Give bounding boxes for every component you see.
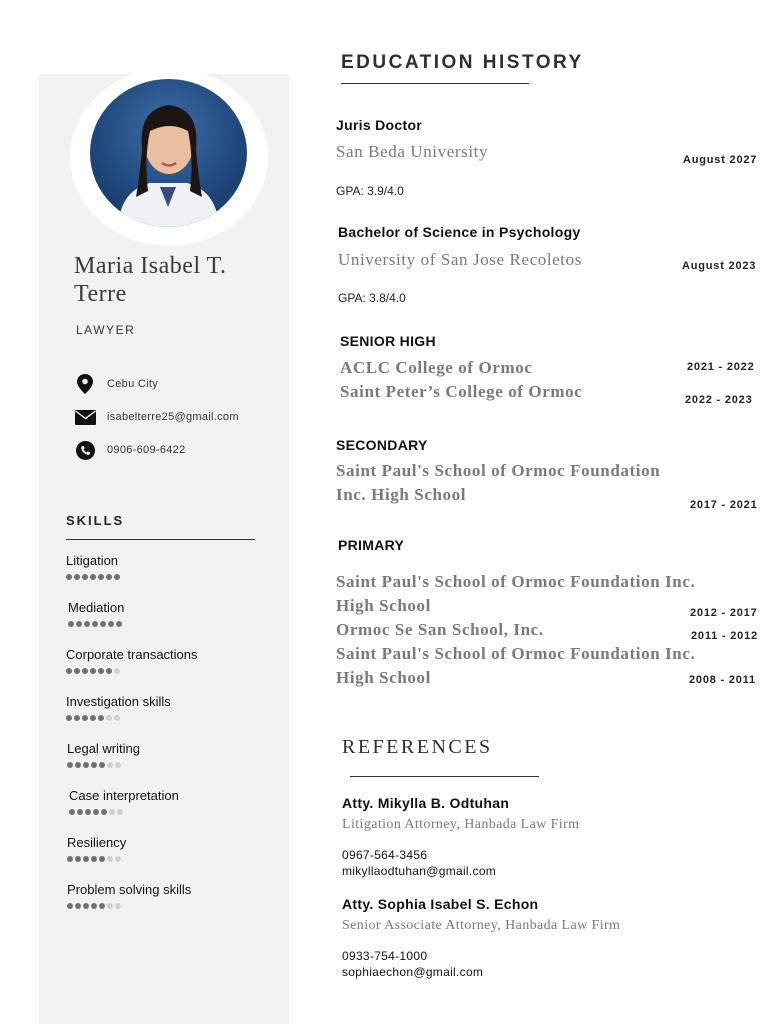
phone-text[interactable]: 0906-609-6422 — [107, 444, 186, 456]
rating-dot-filled — [91, 903, 97, 909]
email-text[interactable]: isabelterre25@gmail.com — [107, 411, 239, 423]
senior-high-date-2: 2022 - 2023 — [685, 394, 753, 406]
rating-dot-filled — [74, 574, 80, 580]
skill-label: Litigation — [66, 553, 119, 568]
rating-dot-filled — [82, 715, 88, 721]
skill-label: Resiliency — [67, 835, 127, 850]
skill-item — [67, 741, 140, 768]
reference-2-name: Atty. Sophia Isabel S. Echon — [342, 896, 539, 912]
senior-high-school-2: Saint Peter’s College of Ormoc — [340, 382, 583, 401]
profile-role: LAWYER — [76, 323, 136, 337]
rating-dot-empty — [107, 856, 113, 862]
secondary-school-line-2: Inc. High School — [336, 485, 467, 504]
bachelor-school: University of San Jose Recoletos — [338, 250, 582, 269]
references-divider — [350, 776, 539, 777]
rating-dot-empty — [106, 715, 112, 721]
skill-rating — [66, 715, 171, 721]
primary-date-2: 2011 - 2012 — [691, 630, 758, 642]
rating-dot-filled — [82, 668, 88, 674]
rating-dot-filled — [75, 762, 81, 768]
primary-school-line-5: High School — [336, 668, 431, 687]
secondary-school-line-1: Saint Paul's School of Ormoc Foundation — [336, 461, 661, 480]
skill-label: Investigation skills — [66, 694, 171, 709]
juris-school: San Beda University — [336, 142, 489, 161]
rating-dot-filled — [98, 668, 104, 674]
rating-dot-filled — [68, 621, 74, 627]
rating-dot-filled — [99, 856, 105, 862]
rating-dot-empty — [109, 809, 115, 815]
contact-email — [74, 406, 239, 428]
rating-dot-empty — [115, 856, 121, 862]
rating-dot-filled — [66, 715, 72, 721]
juris-date: August 2027 — [683, 154, 758, 166]
rating-dot-filled — [98, 715, 104, 721]
references-heading: REFERENCES — [342, 736, 493, 758]
map-pin-icon — [74, 373, 96, 395]
skill-rating — [66, 668, 198, 674]
primary-school-line-1: Saint Paul's School of Ormoc Foundation Inc. — [336, 572, 696, 591]
primary-date-3: 2008 - 2011 — [689, 674, 756, 686]
rating-dot-empty — [117, 809, 123, 815]
rating-dot-filled — [76, 621, 82, 627]
rating-dot-filled — [83, 856, 89, 862]
primary-school-line-2: High School — [336, 596, 431, 615]
rating-dot-filled — [83, 762, 89, 768]
rating-dot-filled — [74, 715, 80, 721]
reference-2-email[interactable]: sophiaechon@gmail.com — [342, 965, 484, 979]
reference-1-name: Atty. Mikylla B. Odtuhan — [342, 795, 510, 811]
senior-high-heading: SENIOR HIGH — [340, 333, 436, 349]
juris-degree: Juris Doctor — [336, 117, 423, 133]
primary-school-line-3: Ormoc Se San School, Inc. — [336, 620, 544, 639]
rating-dot-filled — [85, 809, 91, 815]
rating-dot-filled — [98, 574, 104, 580]
rating-dot-filled — [67, 856, 73, 862]
rating-dot-filled — [108, 621, 114, 627]
senior-high-school-1: ACLC College of Ormoc — [340, 358, 533, 377]
skill-item — [66, 694, 171, 721]
reference-2-position: Senior Associate Attorney, Hanbada Law Firm — [342, 918, 621, 933]
juris-gpa: GPA: 3.9/4.0 — [336, 184, 404, 198]
rating-dot-filled — [77, 809, 83, 815]
primary-school-line-4: Saint Paul's School of Ormoc Foundation Inc. — [336, 644, 696, 663]
skill-item — [66, 553, 120, 580]
bachelor-date: August 2023 — [682, 260, 757, 272]
rating-dot-empty — [114, 715, 120, 721]
skill-item — [69, 788, 179, 815]
skill-label: Legal writing — [67, 741, 140, 756]
rating-dot-filled — [101, 809, 107, 815]
envelope-icon — [74, 406, 96, 428]
primary-heading: PRIMARY — [338, 537, 405, 553]
skill-rating — [68, 621, 124, 627]
skills-heading: SKILLS — [66, 513, 125, 528]
primary-date-1: 2012 - 2017 — [690, 607, 758, 619]
rating-dot-filled — [67, 762, 73, 768]
secondary-date: 2017 - 2021 — [690, 499, 758, 511]
skill-item — [68, 600, 124, 627]
rating-dot-filled — [75, 903, 81, 909]
rating-dot-filled — [84, 621, 90, 627]
secondary-heading: SECONDARY — [336, 437, 428, 453]
skill-rating — [67, 903, 191, 909]
rating-dot-filled — [69, 809, 75, 815]
rating-dot-filled — [99, 762, 105, 768]
rating-dot-empty — [107, 762, 113, 768]
rating-dot-filled — [93, 809, 99, 815]
skill-rating — [69, 809, 179, 815]
reference-1-email[interactable]: mikyllaodtuhan@gmail.com — [342, 864, 497, 878]
rating-dot-empty — [114, 668, 120, 674]
rating-dot-filled — [116, 621, 122, 627]
bachelor-degree: Bachelor of Science in Psychology — [338, 224, 581, 240]
rating-dot-filled — [90, 715, 96, 721]
skills-divider — [66, 539, 255, 540]
rating-dot-filled — [90, 668, 96, 674]
phone-icon — [74, 439, 96, 461]
skill-rating — [66, 574, 120, 580]
rating-dot-filled — [90, 574, 96, 580]
skill-label: Mediation — [68, 600, 125, 615]
rating-dot-filled — [82, 574, 88, 580]
profile-photo — [90, 79, 247, 227]
rating-dot-filled — [91, 856, 97, 862]
rating-dot-filled — [106, 574, 112, 580]
skill-rating — [67, 762, 140, 768]
reference-1-position: Litigation Attorney, Hanbada Law Firm — [342, 817, 580, 832]
skill-label: Problem solving skills — [67, 882, 192, 897]
rating-dot-filled — [100, 621, 106, 627]
contact-location — [74, 373, 158, 395]
bachelor-gpa: GPA: 3.8/4.0 — [338, 291, 406, 305]
profile-name: Maria Isabel T. Terre — [74, 253, 227, 307]
contact-phone — [74, 439, 186, 461]
rating-dot-filled — [66, 574, 72, 580]
location-text: Cebu City — [107, 378, 158, 390]
rating-dot-filled — [75, 856, 81, 862]
rating-dot-filled — [74, 668, 80, 674]
skill-label: Corporate transactions — [66, 647, 198, 662]
education-divider — [341, 83, 529, 84]
rating-dot-empty — [115, 762, 121, 768]
skill-item — [67, 835, 126, 862]
rating-dot-filled — [106, 668, 112, 674]
rating-dot-filled — [83, 903, 89, 909]
portrait-image — [90, 79, 247, 227]
skill-item — [66, 647, 198, 674]
rating-dot-filled — [66, 668, 72, 674]
rating-dot-filled — [114, 574, 120, 580]
rating-dot-empty — [115, 903, 121, 909]
skill-label: Case interpretation — [69, 788, 179, 803]
rating-dot-filled — [91, 762, 97, 768]
rating-dot-filled — [67, 903, 73, 909]
reference-1-phone[interactable]: 0967-564-3456 — [342, 848, 428, 862]
skill-item — [67, 882, 191, 909]
rating-dot-filled — [92, 621, 98, 627]
education-heading: EDUCATION HISTORY — [341, 52, 584, 73]
rating-dot-empty — [107, 903, 113, 909]
rating-dot-filled — [99, 903, 105, 909]
skill-rating — [67, 856, 126, 862]
senior-high-date-1: 2021 - 2022 — [687, 361, 755, 373]
reference-2-phone[interactable]: 0933-754-1000 — [342, 949, 428, 963]
